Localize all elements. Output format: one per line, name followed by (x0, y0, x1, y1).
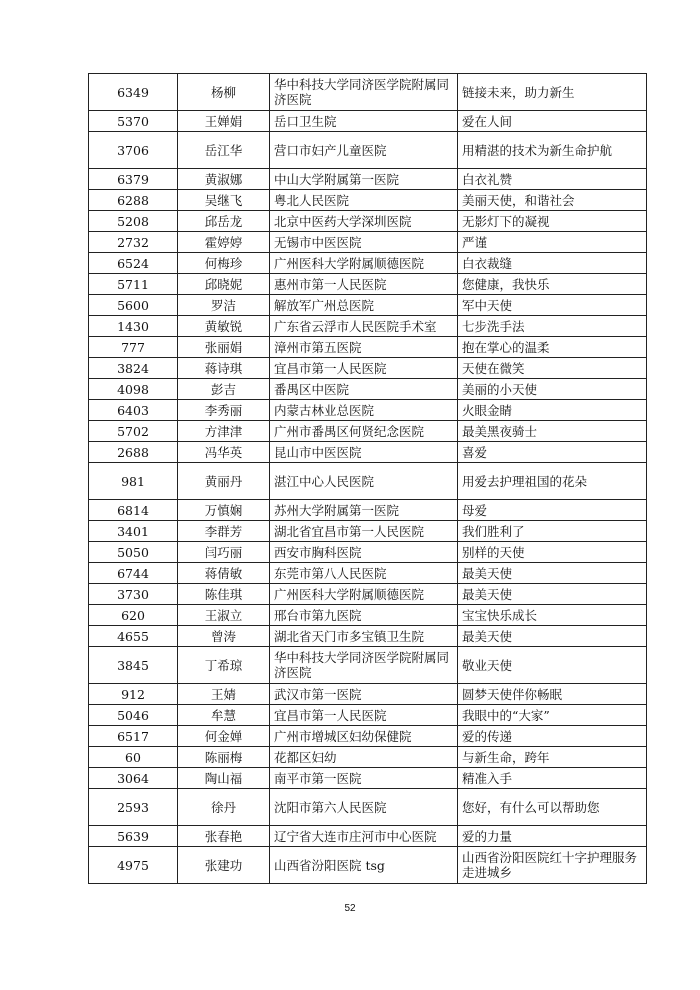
entry-id-cell: 6288 (89, 190, 178, 211)
name-cell: 杨柳 (178, 74, 270, 111)
hospital-cell: 广州医科大学附属顺德医院 (270, 253, 458, 274)
name-cell: 吴继飞 (178, 190, 270, 211)
work-title-cell: 母爱 (458, 500, 647, 521)
table-row (89, 74, 647, 111)
work-title-cell: 用爱去护理祖国的花朵 (458, 463, 647, 500)
work-title-cell: 我们胜利了 (458, 521, 647, 542)
table-row (89, 211, 647, 232)
name-cell: 张建功 (178, 847, 270, 884)
hospital-cell: 番禺区中医院 (270, 379, 458, 400)
name-cell: 蒋倩敏 (178, 563, 270, 584)
entry-id-cell: 2732 (89, 232, 178, 253)
entry-id-cell: 5639 (89, 826, 178, 847)
name-cell: 李秀丽 (178, 400, 270, 421)
entry-id-cell: 60 (89, 747, 178, 768)
hospital-cell: 宜昌市第一人民医院 (270, 358, 458, 379)
table-row (89, 463, 647, 500)
name-cell: 黄淑娜 (178, 169, 270, 190)
entry-id-cell: 5370 (89, 111, 178, 132)
table-row (89, 684, 647, 705)
hospital-cell: 无锡市中医医院 (270, 232, 458, 253)
hospital-cell: 沈阳市第六人民医院 (270, 789, 458, 826)
entry-id-cell: 6403 (89, 400, 178, 421)
name-cell: 黄丽丹 (178, 463, 270, 500)
entry-id-cell: 981 (89, 463, 178, 500)
table-body (89, 74, 647, 884)
entry-id-cell: 5600 (89, 295, 178, 316)
hospital-cell: 花都区妇幼 (270, 747, 458, 768)
entry-id-cell: 6517 (89, 726, 178, 747)
name-cell: 何金婵 (178, 726, 270, 747)
work-title-cell: 圆梦天使伴你畅眠 (458, 684, 647, 705)
work-title-cell: 白衣礼赞 (458, 169, 647, 190)
work-title-cell: 敬业天使 (458, 647, 647, 684)
table-row (89, 232, 647, 253)
name-cell: 黄敏锐 (178, 316, 270, 337)
table-row (89, 726, 647, 747)
name-cell: 张丽娟 (178, 337, 270, 358)
name-cell: 邱晓妮 (178, 274, 270, 295)
entry-id-cell: 5208 (89, 211, 178, 232)
name-cell: 冯华英 (178, 442, 270, 463)
name-cell: 岳江华 (178, 132, 270, 169)
name-cell: 蒋诗琪 (178, 358, 270, 379)
hospital-cell: 东莞市第八人民医院 (270, 563, 458, 584)
table-row (89, 500, 647, 521)
name-cell: 罗洁 (178, 295, 270, 316)
name-cell: 王淑立 (178, 605, 270, 626)
entry-id-cell: 3064 (89, 768, 178, 789)
hospital-cell: 湛江中心人民医院 (270, 463, 458, 500)
name-cell: 王婧 (178, 684, 270, 705)
hospital-cell: 广东省云浮市人民医院手术室 (270, 316, 458, 337)
name-cell: 闫巧丽 (178, 542, 270, 563)
table-row (89, 295, 647, 316)
table-row (89, 316, 647, 337)
table-row (89, 847, 647, 884)
table-row (89, 789, 647, 826)
hospital-cell: 广州医科大学附属顺德医院 (270, 584, 458, 605)
hospital-cell: 邢台市第九医院 (270, 605, 458, 626)
table-row (89, 337, 647, 358)
entries-table (88, 73, 647, 884)
name-cell: 张春艳 (178, 826, 270, 847)
table-row (89, 626, 647, 647)
work-title-cell: 美丽天使，和谐社会 (458, 190, 647, 211)
table-row (89, 605, 647, 626)
table-row (89, 521, 647, 542)
work-title-cell: 最美天使 (458, 563, 647, 584)
hospital-cell: 北京中医药大学深圳医院 (270, 211, 458, 232)
work-title-cell: 火眼金睛 (458, 400, 647, 421)
hospital-cell: 惠州市第一人民医院 (270, 274, 458, 295)
entry-id-cell: 1430 (89, 316, 178, 337)
entry-id-cell: 5050 (89, 542, 178, 563)
entry-id-cell: 777 (89, 337, 178, 358)
work-title-cell: 宝宝快乐成长 (458, 605, 647, 626)
work-title-cell: 爱的力量 (458, 826, 647, 847)
hospital-cell: 华中科技大学同济医学院附属同济医院 (270, 647, 458, 684)
work-title-cell: 美丽的小天使 (458, 379, 647, 400)
entry-id-cell: 2688 (89, 442, 178, 463)
table-row (89, 190, 647, 211)
entry-id-cell: 5711 (89, 274, 178, 295)
work-title-cell: 我眼中的“大家” (458, 705, 647, 726)
table-row (89, 747, 647, 768)
name-cell: 邱岳龙 (178, 211, 270, 232)
name-cell: 丁希琼 (178, 647, 270, 684)
entry-id-cell: 4975 (89, 847, 178, 884)
table-row (89, 421, 647, 442)
entry-id-cell: 912 (89, 684, 178, 705)
table-row (89, 442, 647, 463)
table-row (89, 169, 647, 190)
table-row (89, 400, 647, 421)
entry-id-cell: 5046 (89, 705, 178, 726)
hospital-cell: 苏州大学附属第一医院 (270, 500, 458, 521)
entry-id-cell: 6814 (89, 500, 178, 521)
table-row (89, 584, 647, 605)
name-cell: 万慎娴 (178, 500, 270, 521)
entry-id-cell: 620 (89, 605, 178, 626)
work-title-cell: 喜爱 (458, 442, 647, 463)
work-title-cell: 爱的传递 (458, 726, 647, 747)
hospital-cell: 山西省汾阳医院 tsg (270, 847, 458, 884)
entry-id-cell: 4098 (89, 379, 178, 400)
work-title-cell: 最美天使 (458, 626, 647, 647)
hospital-cell: 湖北省宜昌市第一人民医院 (270, 521, 458, 542)
work-title-cell: 您健康，我快乐 (458, 274, 647, 295)
hospital-cell: 湖北省天门市多宝镇卫生院 (270, 626, 458, 647)
entry-id-cell: 3845 (89, 647, 178, 684)
name-cell: 方津津 (178, 421, 270, 442)
table-row (89, 253, 647, 274)
work-title-cell: 天使在微笑 (458, 358, 647, 379)
hospital-cell: 昆山市中医医院 (270, 442, 458, 463)
name-cell: 徐丹 (178, 789, 270, 826)
work-title-cell: 与新生命，跨年 (458, 747, 647, 768)
hospital-cell: 内蒙古林业总医院 (270, 400, 458, 421)
entry-id-cell: 3401 (89, 521, 178, 542)
table-row (89, 379, 647, 400)
hospital-cell: 武汉市第一医院 (270, 684, 458, 705)
table-row (89, 768, 647, 789)
table-row (89, 274, 647, 295)
work-title-cell: 军中天使 (458, 295, 647, 316)
table-row (89, 111, 647, 132)
hospital-cell: 广州市番禺区何贤纪念医院 (270, 421, 458, 442)
work-title-cell: 山西省汾阳医院红十字护理服务走进城乡 (458, 847, 647, 884)
entry-id-cell: 3824 (89, 358, 178, 379)
entry-id-cell: 5702 (89, 421, 178, 442)
hospital-cell: 西安市胸科医院 (270, 542, 458, 563)
table-row (89, 132, 647, 169)
entry-id-cell: 6349 (89, 74, 178, 111)
table-row (89, 705, 647, 726)
work-title-cell: 最美天使 (458, 584, 647, 605)
table-row (89, 358, 647, 379)
work-title-cell: 最美黑夜骑士 (458, 421, 647, 442)
entry-id-cell: 6744 (89, 563, 178, 584)
hospital-cell: 中山大学附属第一医院 (270, 169, 458, 190)
work-title-cell: 严谨 (458, 232, 647, 253)
hospital-cell: 漳州市第五医院 (270, 337, 458, 358)
entry-id-cell: 6524 (89, 253, 178, 274)
work-title-cell: 您好，有什么可以帮助您 (458, 789, 647, 826)
name-cell: 李群芳 (178, 521, 270, 542)
hospital-cell: 辽宁省大连市庄河市中心医院 (270, 826, 458, 847)
page-number: 52 (344, 903, 356, 914)
work-title-cell: 用精湛的技术为新生命护航 (458, 132, 647, 169)
table-row (89, 647, 647, 684)
name-cell: 陈佳琪 (178, 584, 270, 605)
work-title-cell: 爱在人间 (458, 111, 647, 132)
work-title-cell: 别样的天使 (458, 542, 647, 563)
hospital-cell: 营口市妇产儿童医院 (270, 132, 458, 169)
entry-id-cell: 2593 (89, 789, 178, 826)
name-cell: 陶山福 (178, 768, 270, 789)
table-row (89, 542, 647, 563)
name-cell: 陈丽梅 (178, 747, 270, 768)
name-cell: 霍婷婷 (178, 232, 270, 253)
entry-id-cell: 4655 (89, 626, 178, 647)
name-cell: 何梅珍 (178, 253, 270, 274)
entry-id-cell: 6379 (89, 169, 178, 190)
work-title-cell: 抱在掌心的温柔 (458, 337, 647, 358)
table-row (89, 826, 647, 847)
hospital-cell: 华中科技大学同济医学院附属同济医院 (270, 74, 458, 111)
name-cell: 彭吉 (178, 379, 270, 400)
entry-id-cell: 3706 (89, 132, 178, 169)
work-title-cell: 无影灯下的凝视 (458, 211, 647, 232)
hospital-cell: 岳口卫生院 (270, 111, 458, 132)
work-title-cell: 白衣裁缝 (458, 253, 647, 274)
name-cell: 王婵娟 (178, 111, 270, 132)
work-title-cell: 精准入手 (458, 768, 647, 789)
hospital-cell: 粤北人民医院 (270, 190, 458, 211)
hospital-cell: 解放军广州总医院 (270, 295, 458, 316)
hospital-cell: 宜昌市第一人民医院 (270, 705, 458, 726)
entry-id-cell: 3730 (89, 584, 178, 605)
table-row (89, 563, 647, 584)
hospital-cell: 广州市增城区妇幼保健院 (270, 726, 458, 747)
name-cell: 曾涛 (178, 626, 270, 647)
hospital-cell: 南平市第一医院 (270, 768, 458, 789)
work-title-cell: 链接未来，助力新生 (458, 74, 647, 111)
name-cell: 牟慧 (178, 705, 270, 726)
work-title-cell: 七步洗手法 (458, 316, 647, 337)
